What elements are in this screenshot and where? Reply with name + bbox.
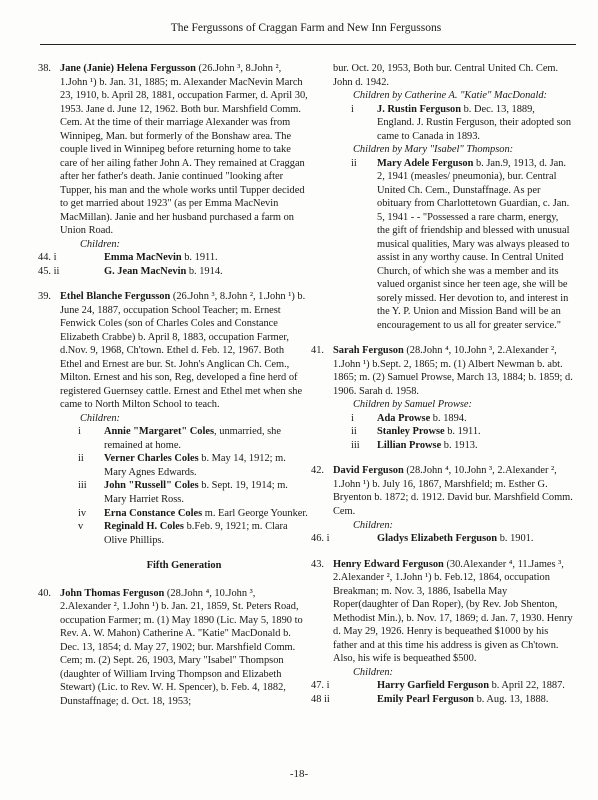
child-name: G. Jean MacNevin (104, 265, 187, 277)
child-entry (351, 425, 573, 439)
child-text (104, 520, 308, 547)
child-detail: m. Earl George Younker. (202, 507, 308, 519)
person-name: Henry Edward Ferguson (333, 558, 444, 570)
spacer (333, 332, 573, 344)
child-text (104, 479, 308, 506)
entry-number: 41. (311, 345, 324, 357)
entry-text (60, 290, 308, 412)
child-name: Lillian Prowse (377, 439, 442, 451)
entry-number: 40. (38, 587, 51, 599)
children-label: Children: (80, 412, 121, 424)
child-text (104, 452, 308, 479)
child-number: i (78, 426, 81, 438)
person-detail: (26.John ³, 8.John ², 1.John ¹) b. Jan. 31, 1885; m. Alexander MacNevin March 23, 1910, b. April 28, 1881, occupation Farmer, d. April 30, 1953. Jane d. June 12, 1962. Both bur. Marshfield Comm. Cem. At the time of their marriage Alexander was from Winnipeg, Man. but formerly of the Bonshaw area. The couple lived in Winnipeg before returning home to take care of her ailing father John A. They remained at Craggan after her father's death. Janie continued "looking after Tupper, his man and the whole works until Tupper decided to get married about 1923" (as per Emma MacNevin MacMillan). Janie and her husband purchased a farm on Union Road. (60, 63, 308, 237)
children-label: Children by Mary "Isabel" Thompson: (353, 144, 514, 156)
children-label: Children: (80, 238, 121, 250)
child-number: i (351, 103, 354, 115)
child-number: ii (351, 426, 357, 438)
child-number: ii (351, 157, 357, 169)
child-detail: b. 1911. (444, 426, 481, 438)
child-number: 44. i (38, 252, 57, 264)
child-name: J. Rustin Ferguson (377, 103, 462, 115)
child-entry (38, 251, 308, 265)
child-number: iii (351, 439, 360, 451)
child-name: Ada Prowse (377, 412, 431, 424)
child-name: Annie "Margaret" Coles (104, 426, 215, 438)
entry-text (60, 62, 308, 238)
child-text (377, 425, 573, 439)
child-text (104, 265, 308, 279)
child-detail: b. Sept. 19, 1914; m. Mary Harriet Ross. (104, 480, 288, 505)
child-detail: b. April 22, 1887. (488, 680, 565, 692)
genealogy-entry (38, 290, 308, 547)
genealogy-entry (311, 464, 573, 545)
page-number: -18- (289, 768, 309, 780)
page-header: The Fergussons of Craggan Farm and New Inn Fergussons (170, 22, 442, 34)
entry-text (333, 344, 573, 398)
genealogy-entry (38, 62, 308, 278)
child-detail: b. 1894. (430, 412, 467, 424)
child-number: v (78, 521, 84, 533)
entry-text (333, 464, 573, 518)
person-detail: (26.John ³, 8.John ², 1.John ¹) b. June 24, 1887, occupation School Teacher; m. Ernest Fenwick Coles (son of Charles Coles and Constance Elizabeth Crabbe) b. April 8, 1883, occupation Farmer, d.Nov. 9, 1968, Ch'town. Ethel d. Feb. 12, 1967. Both Ethel and Ernest are bur. St. John's Anglican Ch. Cem., Milton. Ernest and his son, Reg, developed a fine herd of registered Guernsey cattle. Ernest and Ethel met when she came to North Milton School to teach. (60, 291, 306, 411)
entry-text (60, 587, 308, 709)
entry-number: 43. (311, 558, 324, 570)
child-entry (38, 265, 308, 279)
child-name: Gladys Elizabeth Ferguson (377, 533, 498, 545)
child-detail: b. Jan.9, 1913, d. Jan. 2, 1941 (measles/ pneumonia), bur. Central United Ch. Cem., Dunstaffnage. As per obituary from Charlottetown Guardian, c. Jan. 5, 1941 - - "Possessed a rare charm, energy, the gift of friendship and blessed with unusual musical qualities, Mary was always pleased to assist in any worthy cause. In Central United Church, of which she was a member and its valued organist since her teen age, she will be sorely missed. Her devotion to, and interest in the Y. P. Union and Mission Band will be an encouragement to us all for greater service." (377, 157, 570, 331)
entry-number: 42. (311, 465, 324, 477)
child-text (377, 693, 573, 707)
entry-text (333, 558, 573, 666)
child-entry (311, 693, 573, 707)
child-detail: b. Dec. 13, 1889, England. J. Rustin Ferguson, their adopted son came to Canada in 1893. (377, 103, 572, 142)
child-entry (311, 532, 573, 546)
child-number: iii (78, 480, 87, 492)
person-name: David Ferguson (333, 465, 404, 477)
child-entry (351, 439, 573, 453)
child-name: Erna Constance Coles (104, 507, 203, 519)
child-name: Reginald H. Coles (104, 521, 184, 533)
person-detail: (28.John ⁴, 10.John ³, 2.Alexander ², 1.John ¹) b. Jan. 21, 1859, St. Peters Road, occupation Farmer; m. (1) May 1890 (Lic. May 5, 1890 to Rev. A. W. Mahon) Catherine A. "Katie" MacDonald b. Dec. 13, 1854; d. May 27, 1902; bur. Marshfield Comm. Cem; m. (2) Sept. 26, 1903, Mary "Isabel" Thompson (daughter of William Irving Thompson and Elizabeth Stewart) (Lic. to Rev. W. H. Spencer), b. Feb. 4, 1882, Dunstaffnage; d. Oct. 18, 1953; (60, 587, 303, 707)
child-number: 47. i (311, 680, 330, 692)
child-name: John "Russell" Coles (104, 480, 199, 492)
person-name: Ethel Blanche Fergusson (60, 291, 171, 303)
child-number: ii (78, 453, 84, 465)
person-name: John Thomas Ferguson (60, 587, 165, 599)
child-detail: b.Feb. 9, 1921; m. Clara Olive Phillips. (104, 521, 288, 546)
header-rule (40, 44, 576, 45)
genealogy-entry (311, 558, 573, 707)
child-text (377, 679, 573, 693)
child-detail: b. Aug. 13, 1888. (473, 693, 549, 705)
child-number: 48 ii (311, 693, 330, 705)
child-entry (78, 452, 308, 479)
genealogy-entry (38, 587, 308, 709)
child-number: iv (78, 507, 87, 519)
person-detail: (28.John ⁴, 10.John ³, 2.Alexander ², 1.John ¹) b.Sept. 2, 1865; m. (1) Albert Newman b. abt. 1865; m. (2) Samuel Prowse, March 13, 1884; b. 1859; d. 1906. Sarah d. 1958. (333, 345, 573, 397)
child-detail: b. 1911. (181, 252, 218, 264)
child-text (377, 157, 573, 333)
left-column (38, 62, 308, 720)
section-title: Fifth Generation (146, 560, 222, 572)
right-column (311, 62, 573, 718)
child-text (377, 439, 573, 453)
child-text (377, 532, 573, 546)
child-entry (351, 103, 573, 144)
child-text (377, 103, 573, 144)
child-name: Emily Pearl Ferguson (377, 693, 474, 705)
child-detail: , unmarried, she remained at home. (104, 426, 281, 451)
continued-text: bur. Oct. 20, 1953, Both bur. Central United Ch. Cem. John d. 1942. (333, 63, 559, 88)
child-name: Mary Adele Ferguson (377, 157, 474, 169)
child-text (377, 412, 573, 426)
child-name: Emma MacNevin (104, 252, 182, 264)
child-entry (78, 479, 308, 506)
child-detail: b. 1914. (186, 265, 223, 277)
child-name: Harry Garfield Ferguson (377, 680, 489, 692)
person-name: Sarah Ferguson (333, 345, 404, 357)
child-text (104, 251, 308, 265)
person-detail: (30.Alexander ⁴, 11.James ³, 2.Alexander ², 1.John ¹) b. Feb.12, 1864, occupation Breakman; m. Nov. 3, 1886, Isabella May Roper(daughter of Dan Roper), (by Rev. Job Shenton, Methodist Min.), b. Nov. 17, 1869; d. Jan. 7, 1930. Henry d. May 29, 1926. Henry is bequeathed $1000 by his father and at this time his address is given as Ch'town. Also, his wife is bequeathed $500. (333, 558, 573, 665)
child-detail: b. May 14, 1912; m. Mary Agnes Edwards. (104, 453, 286, 478)
child-entry (78, 507, 308, 521)
child-entry (78, 425, 308, 452)
child-entry (351, 157, 573, 333)
child-number: i (351, 412, 354, 424)
entry-number: 39. (38, 291, 51, 303)
children-label: Children by Samuel Prowse: (353, 399, 472, 411)
children-label: Children: (353, 666, 394, 678)
child-entry (311, 679, 573, 693)
person-name: Jane (Janie) Helena Fergusson (60, 63, 196, 74)
children-label: Children by Catherine A. "Katie" MacDonald: (353, 90, 548, 102)
children-label: Children: (353, 519, 394, 531)
entry-number: 38. (38, 63, 51, 74)
genealogy-entry (311, 344, 573, 452)
person-detail: (28.John ⁴, 10.John ³, 2.Alexander ², 1.John ¹) b. July 16, 1867, Marshfield; m. Esther G. Bryenton b. 1872; d. 1912. David bur. Marshfield Comm. Cem. (333, 465, 573, 517)
child-text (104, 425, 308, 452)
child-detail: b. 1913. (441, 439, 478, 451)
child-detail: b. 1901. (497, 533, 534, 545)
child-number: 46. i (311, 533, 330, 545)
child-number: 45. ii (38, 265, 60, 277)
child-text (104, 507, 308, 521)
child-name: Verner Charles Coles (104, 453, 199, 465)
child-entry (78, 520, 308, 547)
child-entry (351, 412, 573, 426)
child-name: Stanley Prowse (377, 426, 445, 438)
